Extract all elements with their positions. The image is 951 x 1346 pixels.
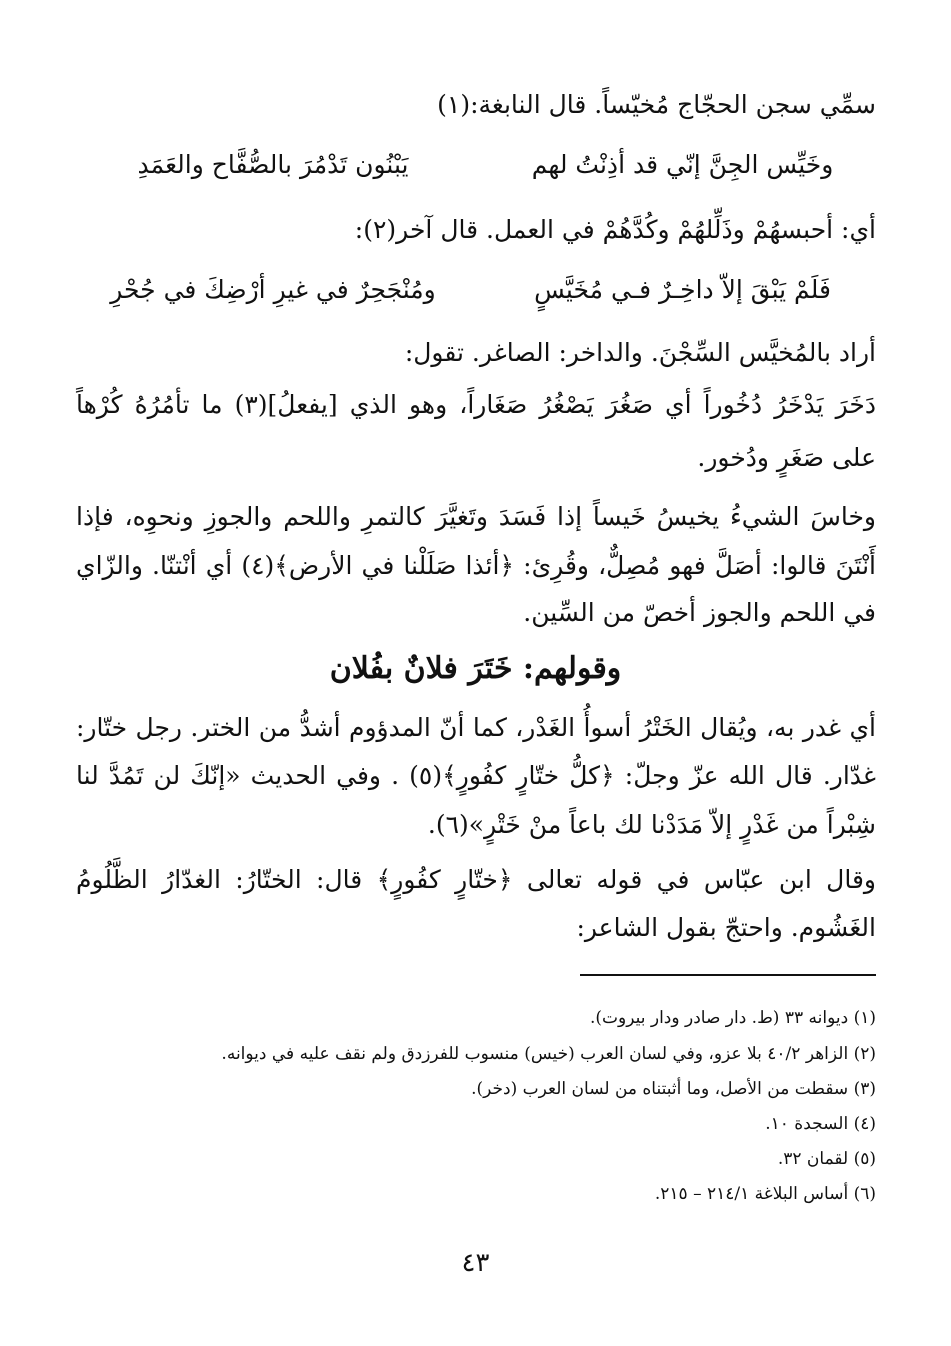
text-line: الغَشُوم. واحتجّ بقول الشاعر: — [576, 913, 876, 942]
verse-first-hemistich: وخَيِّس الجِنَّ إنّي قد أذِنْتُ لهم — [531, 150, 834, 179]
text-line: على صَغَرٍ ودُخور. — [697, 443, 876, 472]
section-heading: وقولهم: خَتَرَ فلانٌ بفُلان — [329, 651, 622, 686]
text-line: سمِّي سجن الحجّاج مُخيّساً. قال النابغة:(١) — [437, 90, 876, 119]
verse-second-hemistich: يَبْنُون تَدْمُرَ بالصُّفَّاح والعَمَدِ — [137, 150, 409, 179]
text-line: شِبْراً من غَدْرٍ إلاّ مَدَدْنا لك باعاً منْ خَتْرٍ»(٦). — [427, 810, 876, 839]
footnote: (٣) سقطت من الأصل، وما أثبتناه من لسان العرب (دخر). — [471, 1079, 876, 1099]
text-line: أي غدر به، ويُقال الخَتْرُ أسوأُ الغَدْر، كما أنّ المدؤوم أشدُّ من الختر. رجل ختّار: — [76, 713, 876, 742]
text-line: في اللحم والجوز أخصّ من السِّين. — [523, 598, 876, 627]
footnote: (٦) أساس البلاغة ٢١٤/١ – ٢١٥. — [654, 1184, 876, 1204]
footnote: (١) ديوانه ٣٣ (ط. دار صادر ودار بيروت). — [589, 1008, 876, 1028]
page-number: ٤٣ — [461, 1248, 490, 1278]
text-line: غدّار. قال الله عزّ وجلّ: ﴿كلُّ ختّارٍ كفُورٍ﴾(٥) . وفي الحديث «إنّكَ لن تَمُدَّ لنا — [76, 761, 876, 790]
verse-second-hemistich: ومُنْجَحِرٌ في غيرِ أرْضِكَ في جُحْرِ — [110, 275, 436, 304]
footnote: (٢) الزاهر ٤٠/٢ بلا عزو، وفي لسان العرب (خيس) منسوب للفرزدق ولم نقف عليه في ديوانه. — [221, 1044, 876, 1064]
text-line: أي: أحبسهُمْ وذَلِّلهُمْ وكُدَّهُمْ في العمل. قال آخر(٢): — [354, 215, 876, 244]
text-line: وقال ابن عبّاس في قوله تعالى ﴿ختّارٍ كفُورٍ﴾ قال: الختّارُ: الغدّارُ الظَّلُومُ — [76, 865, 876, 894]
text-line: وخاسَ الشيءُ يخيسُ خَيساً إذا فَسَدَ وتَغيَّرَ كالتمرِ واللحم والجوزِ ونحوِه، فإذا — [76, 502, 876, 531]
text-line: دَخَرَ يَدْخَرُ دُخُوراً أي صَغُرَ يَصْغُرُ صَغَاراً، وهو الذي [يفعلُ](٣) ما تأمُرُهُ كُرْهاً — [76, 390, 876, 419]
verse-first-hemistich: فَلَمْ يَبْقَ إلاّ داخِـرٌ فـي مُخَيَّسٍ — [534, 275, 831, 304]
footnote: (٥) لقمان ٣٢. — [777, 1149, 876, 1169]
footnote: (٤) السجدة ١٠. — [765, 1114, 876, 1134]
text-line: أراد بالمُخيَّس السِّجْنَ. والداخر: الصاغر. تقول: — [404, 338, 876, 367]
text-line: أَنْتَنَ قالوا: أصَلَّ فهو مُصِلٌّ، وقُرِئ: ﴿أئذا صَلَلْنا في الأرض﴾(٤) أي أنْتنّا. والزّاي — [76, 551, 876, 580]
footnote-separator — [580, 974, 876, 976]
